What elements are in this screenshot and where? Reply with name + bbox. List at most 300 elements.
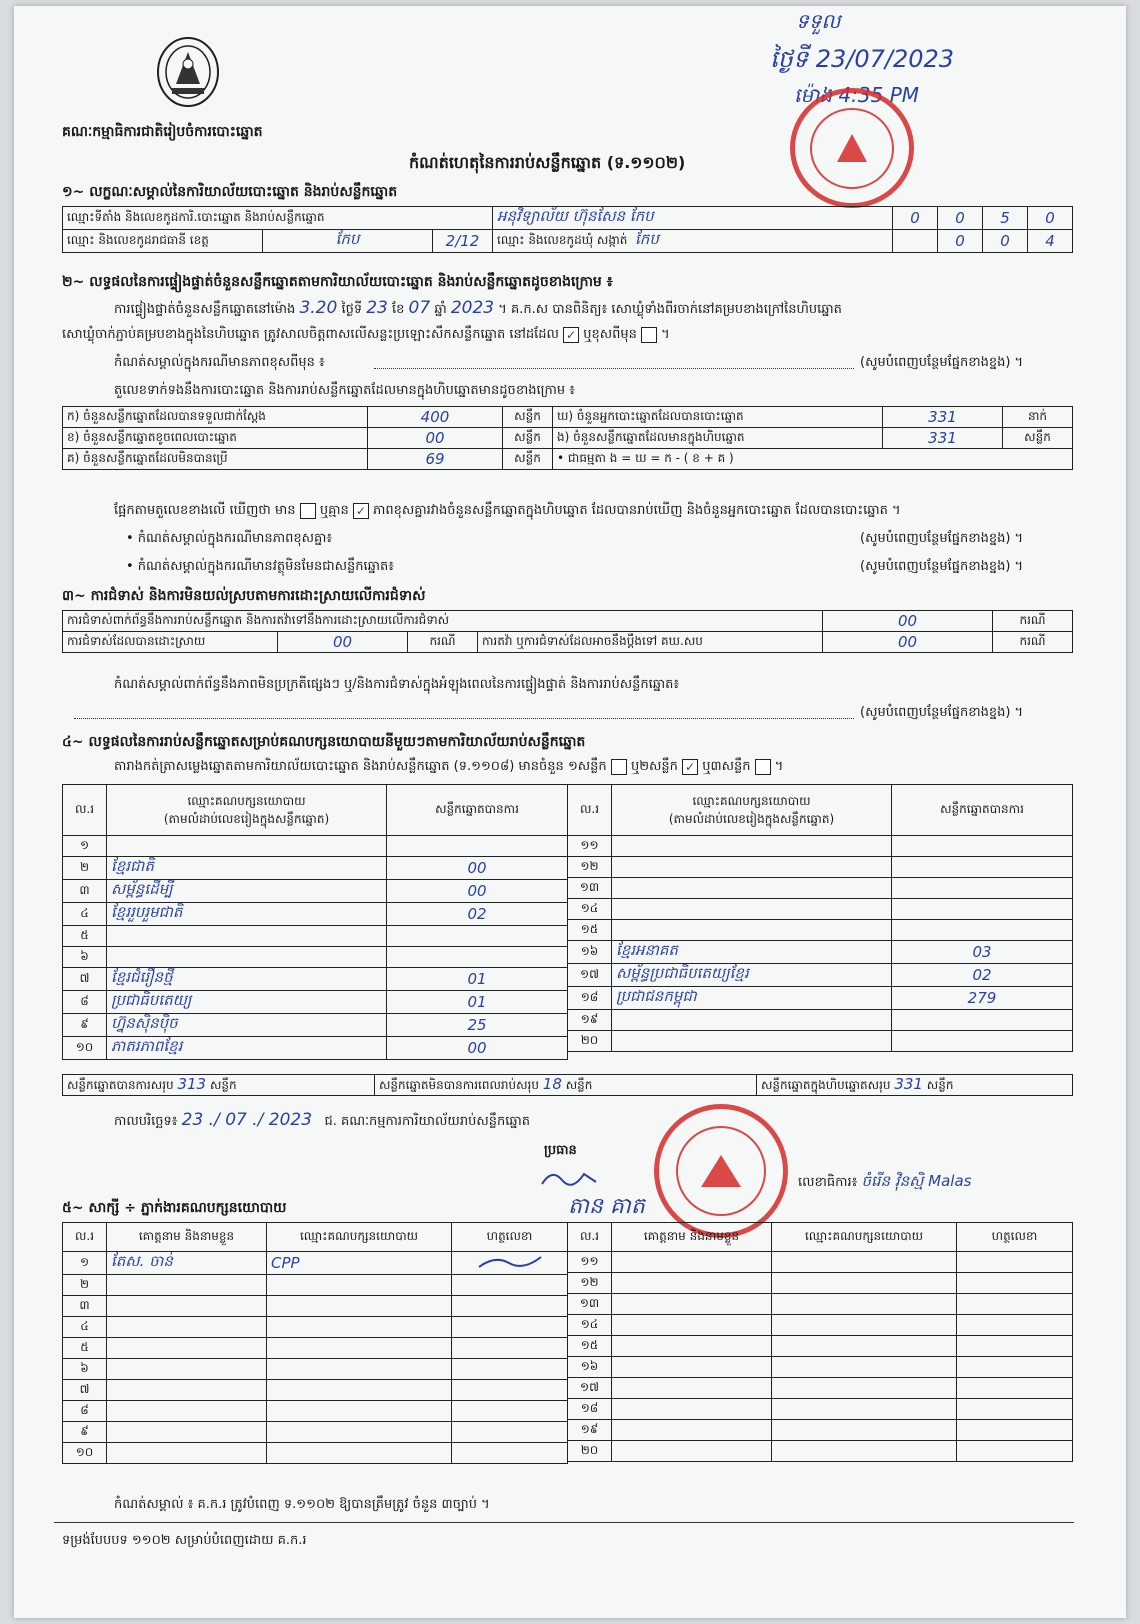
party-votes (892, 1031, 1073, 1052)
two-sheet-checkbox[interactable]: ✓ (682, 759, 698, 775)
box-total-value: 331 (894, 1075, 923, 1093)
row-no: ១ (63, 1252, 107, 1275)
party-votes: 00 (387, 857, 568, 880)
party-name (107, 947, 387, 968)
col-party: ឈ្មោះគណបក្សនយោបាយ (267, 1223, 452, 1252)
appeal-value: 00 (823, 632, 993, 653)
row-no: ១៦ (568, 941, 612, 964)
witness-signature (452, 1380, 568, 1401)
party-votes (892, 857, 1073, 878)
row-no: ៩ (63, 1014, 107, 1037)
row-no: ១៨ (568, 1399, 612, 1420)
party-name: ប្រជាជនកម្ពុជា (612, 987, 892, 1010)
party-votes: 01 (387, 968, 568, 991)
witness-name (107, 1422, 267, 1443)
witness-row (63, 1275, 568, 1296)
text: ឬ២សន្លឹក (630, 759, 678, 774)
fig-formula: • ជាធម្មតា ង = ឃ = ក - ( ខ + គ ) (553, 449, 1073, 470)
chair-name: តាន គាត (568, 1194, 645, 1219)
witness-party (772, 1399, 957, 1420)
row-no: ១១ (568, 836, 612, 857)
witness-name (612, 1294, 772, 1315)
ballot-count-report-page (14, 6, 1126, 1618)
witness-signature (957, 1420, 1073, 1441)
section-2-title: ២~ លទ្ធផលនៃការផ្ទៀងផ្ទាត់ចំនួនសន្លឹកឆ្នោតតាមការិយាល័យបោះឆ្នោត និងរាប់សន្លឹកឆ្នោតដូចខាងក្រោម ៖ (62, 274, 613, 290)
witness-signature (452, 1422, 568, 1443)
vote-row (63, 836, 568, 857)
witness-name (107, 1296, 267, 1317)
witness-party (267, 1275, 452, 1296)
witness-name (612, 1420, 772, 1441)
party-name: ប្រជាធិបតេយ្យ (107, 991, 387, 1014)
witness-row (63, 1422, 568, 1443)
party-name (107, 926, 387, 947)
row-no: ៧ (63, 968, 107, 991)
col-party-sub: (តាមលំដាប់លេខរៀងក្នុងសន្លឹកឆ្នោត) (163, 812, 330, 826)
figures-intro: តួលេខទាក់ទងនឹងការបោះឆ្នោត និងការរាប់សន្លឹកឆ្នោតដែលមានក្នុងហិបឆ្នោតមានដូចខាងក្រោម ៖ (114, 383, 575, 398)
province-code: 2/12 (433, 230, 493, 253)
witness-party (267, 1401, 452, 1422)
copies-note: កំណត់សម្គាល់ ៖ គ.ក.រ ត្រូវបំពេញ ទ.១១០២ ឱ្យបានត្រឹមត្រូវ ចំនួន ៣ច្បាប់ ។ (114, 1497, 490, 1512)
vote-totals-row (62, 1074, 1073, 1096)
col-no: ល.រ (63, 785, 107, 836)
witness-name (107, 1401, 267, 1422)
difference-remark: • កំណត់សម្គាល់ក្នុងករណីមានភាពខុសគ្នា៖ (126, 531, 333, 546)
footer-text: ទម្រង់បែបបទ ១១០២ សម្រាប់បំពេញដោយ គ.ក.រ (62, 1533, 307, 1548)
province-value: កែប (263, 230, 433, 253)
col-no: ល.រ (568, 785, 612, 836)
party-votes (387, 926, 568, 947)
text: សន្លឹក (565, 1078, 593, 1092)
witness-row (63, 1317, 568, 1338)
station-name-label: ឈ្មោះទីតាំង និងលេខកូដការិ.បោះឆ្នោត និងរាប់សន្លឹកឆ្នោត (63, 207, 493, 230)
vote-row (63, 903, 568, 926)
witness-row (568, 1336, 1073, 1357)
witness-party (267, 1443, 452, 1464)
witness-name (107, 1443, 267, 1464)
witness-signature (957, 1399, 1073, 1420)
dotted-line (374, 368, 854, 369)
commune-value: កែប (635, 230, 659, 248)
fig-label: ក) ចំនួនសន្លឹកឆ្នោតដែលបានទទួលជាក់ស្តែង (63, 407, 368, 428)
chair-label: ប្រធាន (544, 1143, 577, 1158)
witness-row (568, 1378, 1073, 1399)
witness-party (772, 1420, 957, 1441)
witness-row (568, 1357, 1073, 1378)
valid-total (63, 1075, 375, 1096)
vote-row (568, 857, 1073, 878)
text: ផ្អែកតាមតួលេខខាងលើ ឃើញថា មាន (114, 503, 296, 518)
vote-row (63, 968, 568, 991)
party-name (612, 899, 892, 920)
col-party: ឈ្មោះគណបក្សនយោបាយ (772, 1223, 957, 1252)
row-no: ១៣ (568, 1294, 612, 1315)
vote-row (63, 947, 568, 968)
witness-name (612, 1357, 772, 1378)
fig-unit: សន្លឹក (503, 407, 553, 428)
col-signature: ហត្ថលេខា (452, 1223, 568, 1252)
dotted-line (74, 718, 854, 719)
one-sheet-checkbox[interactable] (611, 759, 627, 775)
section-4-title: ៤~ លទ្ធផលនៃការរាប់សន្លឹកឆ្នោតសម្រាប់គណបក្សនយោបាយនីមួយៗតាមការិយាល័យរាប់សន្លឹកឆ្នោត (62, 734, 586, 750)
text: សន្លឹកឆ្នោតក្នុងហិបឆ្នោតសរុប (761, 1078, 891, 1092)
party-name: សម្ព័ន្ធដើម្បី (107, 880, 387, 903)
row-no: ១៤ (568, 1315, 612, 1336)
station-code-digit: 0 (893, 207, 938, 230)
complaint-label: ការជំទាស់ពាក់ព័ន្ធនឹងការរាប់សន្លឹកឆ្នោត និងការតវ៉ាទៅនឹងការដោះស្រាយលើការជំទាស់ (63, 611, 823, 632)
witness-name (107, 1380, 267, 1401)
witness-signature (957, 1441, 1073, 1462)
witness-signature (452, 1401, 568, 1422)
witness-row (63, 1252, 568, 1275)
vote-row (63, 926, 568, 947)
party-name (612, 857, 892, 878)
witness-signature (452, 1252, 568, 1275)
verification-line-1 (114, 298, 842, 320)
row-no: ២ (63, 857, 107, 880)
party-votes (892, 1010, 1073, 1031)
fig-value: 331 (883, 428, 1003, 449)
col-no: ល.រ (63, 1223, 107, 1252)
same-checkbox[interactable]: ✓ (563, 327, 579, 343)
col-name: គោត្តនាម និងនាមខ្លួន (107, 1223, 267, 1252)
fig-value: 331 (883, 407, 1003, 428)
witness-row (568, 1273, 1073, 1294)
text: ថ្ងៃទី (341, 302, 363, 317)
row-no: ២០ (568, 1441, 612, 1462)
form-title: កំណត់ហេតុនៃការរាប់សន្លឹកឆ្នោត (ទ.១១០២) (409, 153, 686, 172)
party-name: ហ្វ៊ុនស៊ិនប៉ិច (107, 1014, 387, 1037)
fig-label: ខ) ចំនួនសន្លឹកឆ្នោតខូចពេលបោះឆ្នោត (63, 428, 368, 449)
invalid-total-value: 18 (542, 1075, 562, 1093)
witness-name (612, 1336, 772, 1357)
witness-party (267, 1317, 452, 1338)
witness-party (772, 1378, 957, 1399)
valid-total-value: 313 (177, 1075, 207, 1093)
party-votes: 01 (387, 991, 568, 1014)
station-code-digit: 0 (938, 207, 983, 230)
row-no: ៣ (63, 880, 107, 903)
votes-table-left (62, 784, 568, 1060)
row-no: ៥ (63, 926, 107, 947)
row-no: ១៥ (568, 1336, 612, 1357)
sheet-count-line: តារាងកត់ត្រាសម្លេងឆ្នោតតាមការិយាល័យបោះឆ្នោត និងរាប់សន្លឹកឆ្នោត (ទ.១១០៨) មានចំនួន ១សន្លឹក ឬ២សន្លឹក ✓ ឬ៣សន្លឹក ។ (114, 759, 784, 774)
three-sheet-checkbox[interactable] (755, 759, 771, 775)
date-line (114, 1110, 530, 1132)
ballot-figures-table (62, 406, 1073, 470)
col-party-label: ឈ្មោះគណបក្សនយោបាយ (692, 794, 811, 808)
witness-party: CPP (267, 1252, 452, 1275)
party-votes (892, 878, 1073, 899)
party-name: ខ្មែរអនាគត (612, 941, 892, 964)
section-3-title: ៣~ ការជំទាស់ និងការមិនយល់ស្របតាមការដោះស្រាយលើការជំទាស់ (62, 588, 426, 604)
party-votes: 00 (387, 880, 568, 903)
witness-row (63, 1380, 568, 1401)
text: ឆ្នាំ (434, 302, 447, 317)
party-votes: 02 (892, 964, 1073, 987)
fig-value: 69 (368, 449, 503, 470)
box-total (757, 1075, 1073, 1096)
row-no: ១២ (568, 857, 612, 878)
vote-row (63, 1014, 568, 1037)
row-no: ១២ (568, 1273, 612, 1294)
secretary-label: លេខាធិការ៖ (798, 1175, 858, 1190)
witness-party (772, 1357, 957, 1378)
difference-note-line (114, 354, 325, 373)
row-no: ១៣ (568, 878, 612, 899)
party-name (107, 836, 387, 857)
witness-row (568, 1315, 1073, 1336)
witness-name (612, 1378, 772, 1399)
witness-party (772, 1315, 957, 1336)
commune-code-blank (893, 230, 938, 253)
commune-cell (493, 230, 893, 253)
row-no: ៨ (63, 991, 107, 1014)
party-votes: 02 (387, 903, 568, 926)
col-party-label: ឈ្មោះគណបក្សនយោបាយ (187, 794, 306, 808)
witness-row (63, 1443, 568, 1464)
official-stamp-bottom (654, 1104, 788, 1238)
vote-row (568, 1031, 1073, 1052)
station-code-digit: 0 (1028, 207, 1073, 230)
row-no: ១០ (63, 1443, 107, 1464)
text: សន្លឹកឆ្នោតមិនបានការពេលរាប់សរុប (379, 1078, 539, 1092)
text: តារាងកត់ត្រាសម្លេងឆ្នោតតាមការិយាល័យបោះឆ្នោត និងរាប់សន្លឹកឆ្នោត (ទ.១១០៨) មានចំនួន ១សន្លឹក (114, 759, 607, 774)
complaints-table (62, 610, 1073, 653)
section-1-title: ១~ លក្ខណៈសម្គាល់នៃការិយាល័យបោះឆ្នោត និងរាប់សន្លឹកឆ្នោត (62, 184, 398, 200)
col-party-sub: (តាមលំដាប់លេខរៀងក្នុងសន្លឹកឆ្នោត) (668, 812, 835, 826)
party-votes: 03 (892, 941, 1073, 964)
see-back-note: (សូមបំពេញបន្ថែមផ្នែកខាងខ្នង) ។ (860, 705, 1024, 720)
see-back-note: (សូមបំពេញបន្ថែមផ្នែកខាងខ្នង) ។ (860, 355, 1024, 370)
witness-signature (957, 1315, 1073, 1336)
fig-unit: សន្លឹក (1003, 428, 1073, 449)
col-party (612, 785, 892, 836)
no-difference-checkbox[interactable]: ✓ (353, 503, 369, 519)
row-no: ៨ (63, 1401, 107, 1422)
row-no: ៤ (63, 1317, 107, 1338)
station-code-digit: 5 (983, 207, 1028, 230)
witness-name (612, 1273, 772, 1294)
vote-row (63, 1037, 568, 1060)
col-name: គោត្តនាម និងនាមខ្លួន (612, 1223, 772, 1252)
witness-name (612, 1315, 772, 1336)
verify-time: 3.20 (299, 298, 338, 318)
fig-unit: សន្លឹក (503, 428, 553, 449)
witness-party (267, 1422, 452, 1443)
party-votes: 25 (387, 1014, 568, 1037)
row-no: ១៥ (568, 920, 612, 941)
witness-name (107, 1338, 267, 1359)
verify-year: 2023 (450, 298, 495, 318)
row-no: ៤ (63, 903, 107, 926)
witness-signature (957, 1357, 1073, 1378)
section-5-title: ៥~ សាក្សី ÷ ភ្នាក់ងារគណបក្សនយោបាយ (62, 1200, 287, 1216)
witness-signature (957, 1378, 1073, 1399)
witness-row (568, 1252, 1073, 1273)
station-name-value: អនុវិទ្យាល័យ ហ៊ុនសែន កែប (493, 207, 893, 230)
party-votes (387, 836, 568, 857)
verify-month: 07 (408, 298, 431, 318)
org-name: គណៈកម្មាធិការជាតិរៀបចំការបោះឆ្នោត (62, 124, 263, 140)
witness-name: តែស. ចាន់ (107, 1252, 267, 1275)
witness-signature (957, 1294, 1073, 1315)
witness-row (568, 1441, 1073, 1462)
text: សន្លឹកឆ្នោតបានការសរុប (67, 1078, 174, 1092)
row-no: ៦ (63, 947, 107, 968)
witness-signature (452, 1275, 568, 1296)
witness-signature (957, 1252, 1073, 1273)
party-name: ខ្មែរជាតិ (107, 857, 387, 880)
text: ។ គ.ក.ស បានពិនិត្យ៖ សោឃ្លុំទាំងពីរចាក់នៅគម្របខាងក្រៅនៃហិបឆ្នោត (498, 302, 842, 317)
party-votes (892, 920, 1073, 941)
witness-signature (452, 1338, 568, 1359)
secretary-signature: ចំរើន វ៉ិនស្មិ Malas (861, 1172, 972, 1190)
row-no: ៦ (63, 1359, 107, 1380)
witness-row (568, 1294, 1073, 1315)
witness-signature (957, 1273, 1073, 1294)
changed-checkbox[interactable] (641, 327, 657, 343)
witness-row (568, 1399, 1073, 1420)
secretary-line (798, 1172, 971, 1194)
nec-emblem-icon (152, 34, 224, 114)
discrepancy-line (114, 502, 901, 521)
irregularity-note: កំណត់សម្គាល់ពាក់ព័ន្ធនឹងភាពមិនប្រក្រតីផ្សេងៗ ឬ/និងការជំទាស់ក្នុងអំឡុងពេលនៃការផ្ទៀងផ្ទាត់ និងការរាប់សន្លឹកឆ្នោត៖ (114, 677, 680, 692)
col-votes: សន្លឹកឆ្នោតបានការ (892, 785, 1073, 836)
station-info-table (62, 206, 1073, 253)
witness-name (107, 1275, 267, 1296)
row-no: ២ (63, 1275, 107, 1296)
witness-party (267, 1338, 452, 1359)
witness-row (63, 1359, 568, 1380)
case-unit: ករណី (993, 611, 1073, 632)
text: ឬ៣សន្លឹក (702, 759, 751, 774)
row-no: ១ (63, 836, 107, 857)
witness-name (612, 1399, 772, 1420)
col-party (107, 785, 387, 836)
vote-row (568, 899, 1073, 920)
text: សន្លឹក (926, 1078, 954, 1092)
commune-code-digit: 0 (938, 230, 983, 253)
chair-signature (540, 1166, 600, 1194)
received-time: ម៉ោង 4:35 PM (794, 83, 920, 107)
received-note: ទទួល (796, 9, 841, 33)
text: ការផ្ទៀងផ្ទាត់ចំនួនសន្លឹកឆ្នោតនៅម៉ោង (114, 302, 296, 317)
col-signature: ហត្ថលេខា (957, 1223, 1073, 1252)
witness-signature (452, 1359, 568, 1380)
witness-table-right (567, 1222, 1073, 1462)
witness-party (772, 1273, 957, 1294)
witness-row (63, 1338, 568, 1359)
text: ភាពខុសគ្នារវាងចំនួនសន្លឹកឆ្នោតក្នុងហិបឆ្នោត ដែលបានរាប់ឃើញ និងចំនួនអ្នកបោះឆ្នោត ដែលបានបោះឆ្នោត ។ (373, 503, 901, 518)
row-no: ១៨ (568, 987, 612, 1010)
complaint-value: 00 (823, 611, 993, 632)
party-votes: 00 (387, 1037, 568, 1060)
witness-signature (452, 1317, 568, 1338)
party-votes (892, 899, 1073, 920)
party-votes: 279 (892, 987, 1073, 1010)
text: ឬខុសពីមុន (583, 327, 637, 342)
row-no: ២០ (568, 1031, 612, 1052)
witness-table-left (62, 1222, 568, 1464)
fig-label: គ) ចំនួនសន្លឹកឆ្នោតដែលមិនបានប្រើ (63, 449, 368, 470)
footer-rule (54, 1522, 1074, 1523)
vote-row (568, 920, 1073, 941)
witness-party (772, 1441, 957, 1462)
witness-party (772, 1336, 957, 1357)
signing-date: 23 ./ 07 ./ 2023 (181, 1110, 313, 1130)
date-label: កាលបរិច្ឆេទ៖ (114, 1114, 178, 1129)
witness-signature (452, 1296, 568, 1317)
row-no: ១៩ (568, 1420, 612, 1441)
vote-row (63, 880, 568, 903)
party-name: ភាតរភាពខ្មែរ (107, 1037, 387, 1060)
committee-label: ជ. គណៈកម្មការការិយាល័យរាប់សន្លឹកឆ្នោត (324, 1114, 530, 1129)
row-no: ១០ (63, 1037, 107, 1060)
fig-value: 00 (368, 428, 503, 449)
party-name (612, 1031, 892, 1052)
witness-row (63, 1401, 568, 1422)
witness-name (107, 1359, 267, 1380)
received-date: ថ្ងៃទី 23/07/2023 (770, 45, 955, 73)
vote-row (568, 964, 1073, 987)
row-no: ៧ (63, 1380, 107, 1401)
witness-name (612, 1441, 772, 1462)
witness-name (612, 1252, 772, 1273)
text: ខែ (392, 302, 405, 317)
votes-table-right (567, 784, 1073, 1052)
vote-row (568, 836, 1073, 857)
party-name: សម្ព័ន្ធប្រជាធិបតេយ្យខ្មែរ (612, 964, 892, 987)
fig-unit: នាក់ (1003, 407, 1073, 428)
text: សន្លឹក (209, 1078, 237, 1092)
row-no: ៩ (63, 1422, 107, 1443)
resolved-label: ការជំទាស់ដែលបានដោះស្រាយ (63, 632, 278, 653)
vote-row (568, 941, 1073, 964)
see-back-note: (សូមបំពេញបន្ថែមផ្នែកខាងខ្នង) ។ (860, 531, 1024, 546)
row-no: ១៧ (568, 964, 612, 987)
row-no: ១៦ (568, 1357, 612, 1378)
see-back-note: (សូមបំពេញបន្ថែមផ្នែកខាងខ្នង) ។ (860, 559, 1024, 574)
commune-code-digit: 0 (983, 230, 1028, 253)
case-unit: ករណី (993, 632, 1073, 653)
verify-day: 23 (366, 298, 388, 318)
fig-value: 400 (368, 407, 503, 428)
has-difference-checkbox[interactable] (300, 503, 316, 519)
col-no: ល.រ (568, 1223, 612, 1252)
party-name (612, 920, 892, 941)
fig-label: ឃ) ចំនួនអ្នកបោះឆ្នោតដែលបានបោះឆ្នោត (553, 407, 883, 428)
party-name: ខ្មែររួបរួមជាតិ (107, 903, 387, 926)
province-label: ឈ្មោះ និងលេខកូដរាជធានី ខេត្ត (63, 230, 263, 253)
vote-row (568, 1010, 1073, 1031)
witness-party (267, 1359, 452, 1380)
vote-row (568, 987, 1073, 1010)
vote-row (63, 857, 568, 880)
witness-party (267, 1380, 452, 1401)
party-name (612, 878, 892, 899)
fig-label: ង) ចំនួនសន្លឹកឆ្នោតដែលមានក្នុងហិបឆ្នោត (553, 428, 883, 449)
witness-party (267, 1296, 452, 1317)
row-no: ១៩ (568, 1010, 612, 1031)
row-no: ១៧ (568, 1378, 612, 1399)
party-name (612, 1010, 892, 1031)
row-no: ៣ (63, 1296, 107, 1317)
row-no: ១១ (568, 1252, 612, 1273)
fig-unit: សន្លឹក (503, 449, 553, 470)
witness-row (63, 1296, 568, 1317)
party-votes (892, 836, 1073, 857)
